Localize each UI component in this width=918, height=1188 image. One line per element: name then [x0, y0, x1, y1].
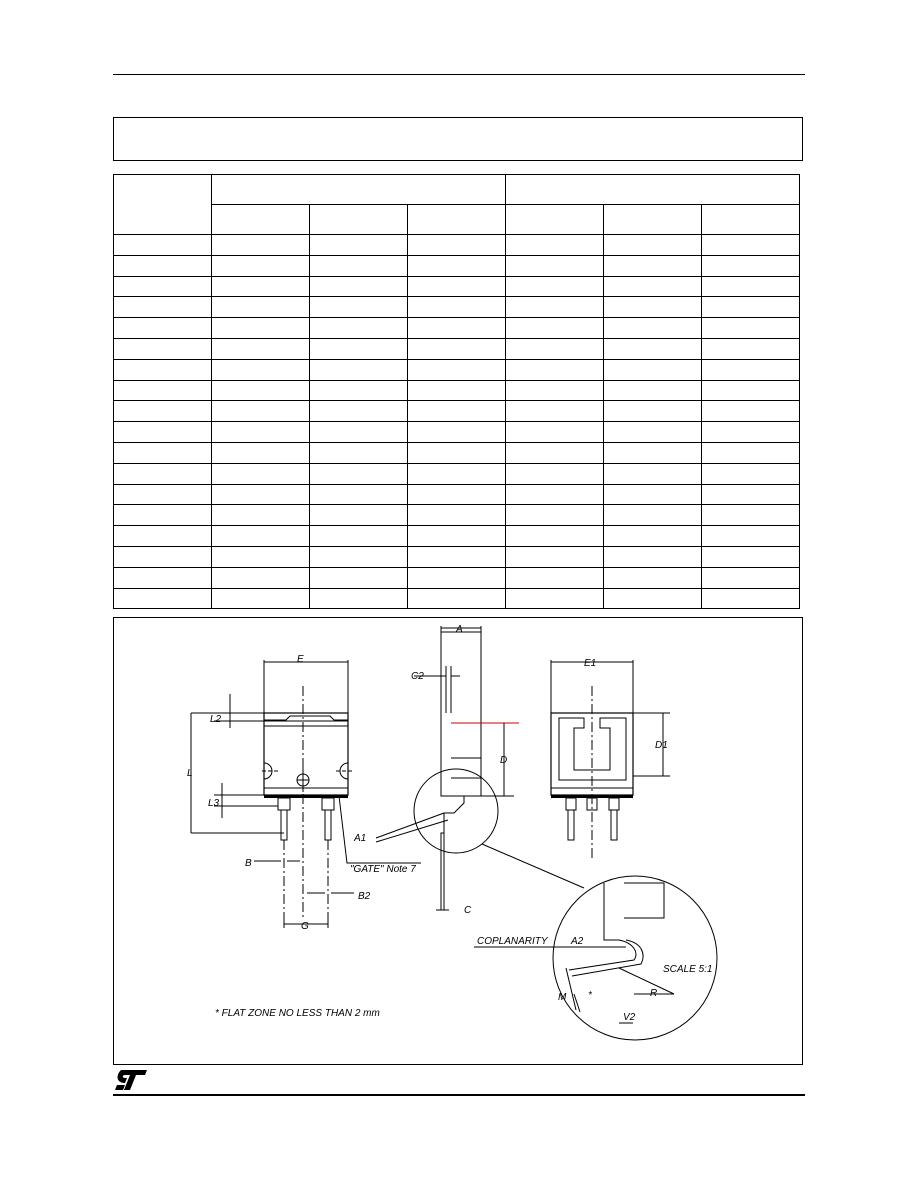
table-cell [702, 588, 800, 609]
table-cell [114, 463, 212, 484]
table-cell [506, 380, 604, 401]
label-L3: L3 [208, 798, 220, 809]
table-row [114, 484, 800, 505]
table-cell [604, 235, 702, 256]
table-cell [408, 401, 506, 422]
table-row [114, 526, 800, 547]
table-cell [408, 567, 506, 588]
table-row [114, 401, 800, 422]
table-cell [702, 276, 800, 297]
label-A: A [456, 624, 463, 635]
table-cell [114, 588, 212, 609]
table-cell [506, 359, 604, 380]
table-row [114, 463, 800, 484]
table-cell [114, 526, 212, 547]
table-row [114, 276, 800, 297]
table-cell [702, 567, 800, 588]
table-cell [310, 505, 408, 526]
header-cell-mm [212, 175, 506, 205]
header-cell-min-inch [506, 205, 604, 235]
table-cell [604, 255, 702, 276]
table-cell [114, 235, 212, 256]
table-row [114, 318, 800, 339]
table-cell [114, 546, 212, 567]
label-coplanarity: COPLANARITY [477, 936, 548, 947]
header-rule [113, 74, 805, 75]
table-cell [212, 588, 310, 609]
table-cell [702, 255, 800, 276]
table-cell [114, 380, 212, 401]
table-cell [408, 359, 506, 380]
header-cell-typ-mm [310, 205, 408, 235]
table-cell [310, 359, 408, 380]
table-cell [114, 255, 212, 276]
table-cell [506, 463, 604, 484]
table-cell [114, 567, 212, 588]
table-cell [310, 546, 408, 567]
table-cell [506, 546, 604, 567]
flat-zone-note: * FLAT ZONE NO LESS THAN 2 mm [215, 1008, 380, 1019]
table-cell [408, 484, 506, 505]
table-cell [702, 442, 800, 463]
table-cell [310, 235, 408, 256]
table-cell [212, 401, 310, 422]
header-cell-max-mm [408, 205, 506, 235]
label-G: G [301, 921, 309, 932]
table-cell [506, 338, 604, 359]
table-cell [506, 588, 604, 609]
table-cell [114, 276, 212, 297]
table-row [114, 359, 800, 380]
table-cell [212, 463, 310, 484]
table-cell [604, 338, 702, 359]
table-cell [408, 422, 506, 443]
table-cell [408, 338, 506, 359]
table-row [114, 588, 800, 609]
table-cell [408, 276, 506, 297]
mechanical-data-table [113, 174, 800, 609]
table-cell [604, 380, 702, 401]
table-row [114, 422, 800, 443]
table-cell [114, 359, 212, 380]
header-cell-typ-inch [604, 205, 702, 235]
table-cell [212, 546, 310, 567]
table-cell [408, 235, 506, 256]
table-row [114, 338, 800, 359]
table-cell [212, 567, 310, 588]
table-cell [702, 297, 800, 318]
table-cell [114, 318, 212, 339]
label-D1: D1 [655, 740, 668, 751]
table-cell [408, 318, 506, 339]
label-A1: A1 [354, 833, 367, 844]
table-cell [310, 567, 408, 588]
label-V2: V2 [623, 1012, 636, 1023]
header-cell-dim [114, 175, 212, 235]
table-row [114, 546, 800, 567]
table-cell [212, 255, 310, 276]
table-cell [506, 422, 604, 443]
table-cell [702, 526, 800, 547]
table-cell [212, 359, 310, 380]
table-cell [408, 380, 506, 401]
table-cell [310, 401, 408, 422]
table-cell [114, 401, 212, 422]
table-row [114, 380, 800, 401]
table-cell [604, 297, 702, 318]
table-cell [604, 526, 702, 547]
table-cell [604, 318, 702, 339]
table-cell [702, 546, 800, 567]
table-row [114, 567, 800, 588]
label-D: D [500, 755, 508, 766]
table-body [114, 175, 800, 609]
package-drawing [113, 617, 803, 1065]
table-cell [506, 255, 604, 276]
table-cell [604, 567, 702, 588]
label-L2: L2 [210, 714, 222, 725]
table-cell [702, 318, 800, 339]
table-cell [702, 484, 800, 505]
gate-note: "GATE" Note 7 [350, 864, 416, 875]
table-cell [702, 505, 800, 526]
table-cell [310, 318, 408, 339]
table-cell [212, 338, 310, 359]
table-row [114, 505, 800, 526]
table-cell [506, 401, 604, 422]
section-title-box [113, 117, 803, 161]
table-cell [702, 359, 800, 380]
table-cell [212, 297, 310, 318]
table-cell [212, 318, 310, 339]
table-cell [604, 484, 702, 505]
table-cell [310, 338, 408, 359]
table-cell [212, 526, 310, 547]
table-cell [310, 422, 408, 443]
detail-view [474, 876, 717, 1040]
table-cell [212, 422, 310, 443]
table-cell [506, 526, 604, 547]
table-cell [506, 484, 604, 505]
table-cell [604, 359, 702, 380]
table-cell [310, 297, 408, 318]
label-M: M [558, 992, 567, 1003]
label-scale: SCALE 5:1 [663, 964, 713, 975]
table-cell [506, 567, 604, 588]
table-cell [506, 297, 604, 318]
table-cell [506, 235, 604, 256]
table-cell [506, 318, 604, 339]
table-cell [310, 588, 408, 609]
table-row [114, 255, 800, 276]
table-cell [114, 422, 212, 443]
table-cell [604, 422, 702, 443]
table-cell [114, 442, 212, 463]
table-cell [310, 255, 408, 276]
table-cell [604, 442, 702, 463]
table-cell [408, 442, 506, 463]
table-cell [408, 526, 506, 547]
table-cell [408, 588, 506, 609]
label-star: * [588, 990, 592, 1001]
table-cell [212, 505, 310, 526]
label-B: B [245, 858, 252, 869]
table-cell [114, 484, 212, 505]
table-cell [702, 401, 800, 422]
table-cell [310, 484, 408, 505]
table-cell [408, 255, 506, 276]
table-cell [604, 401, 702, 422]
label-E1: E1 [584, 658, 597, 669]
table-cell [702, 235, 800, 256]
package-outline-svg [114, 618, 804, 1066]
table-cell [702, 422, 800, 443]
footer-rule [113, 1094, 805, 1096]
table-cell [506, 505, 604, 526]
table-cell [310, 442, 408, 463]
table-cell [212, 442, 310, 463]
table-cell [114, 505, 212, 526]
table-cell [702, 380, 800, 401]
table-subheader-row [114, 205, 800, 235]
table-cell [310, 276, 408, 297]
table-cell [702, 463, 800, 484]
table-cell [212, 235, 310, 256]
table-cell [212, 380, 310, 401]
table-cell [212, 276, 310, 297]
table-cell [408, 297, 506, 318]
table-cell [310, 463, 408, 484]
st-logo-icon [113, 1068, 149, 1092]
table-cell [310, 526, 408, 547]
table-cell [604, 588, 702, 609]
table-cell [408, 546, 506, 567]
table-cell [604, 546, 702, 567]
table-cell [408, 463, 506, 484]
back-view [551, 660, 670, 858]
header-cell-max-inch [702, 205, 800, 235]
table-cell [408, 505, 506, 526]
table-cell [310, 380, 408, 401]
table-cell [604, 463, 702, 484]
header-cell-inch [506, 175, 800, 205]
table-row [114, 235, 800, 256]
table-row [114, 442, 800, 463]
label-R: R [650, 988, 658, 999]
label-L: L [187, 768, 193, 779]
front-view [191, 660, 421, 928]
table-cell [604, 276, 702, 297]
table-row [114, 297, 800, 318]
table-cell [114, 338, 212, 359]
table-cell [506, 442, 604, 463]
table-cell [702, 338, 800, 359]
table-header-row [114, 175, 800, 205]
table-cell [506, 276, 604, 297]
label-C: C [464, 905, 472, 916]
label-E: E [297, 654, 304, 665]
header-cell-min-mm [212, 205, 310, 235]
table-cell [114, 297, 212, 318]
label-A2: A2 [571, 936, 584, 947]
table-cell [212, 484, 310, 505]
table-cell [604, 505, 702, 526]
label-C2: C2 [411, 671, 424, 682]
label-B2: B2 [358, 891, 371, 902]
